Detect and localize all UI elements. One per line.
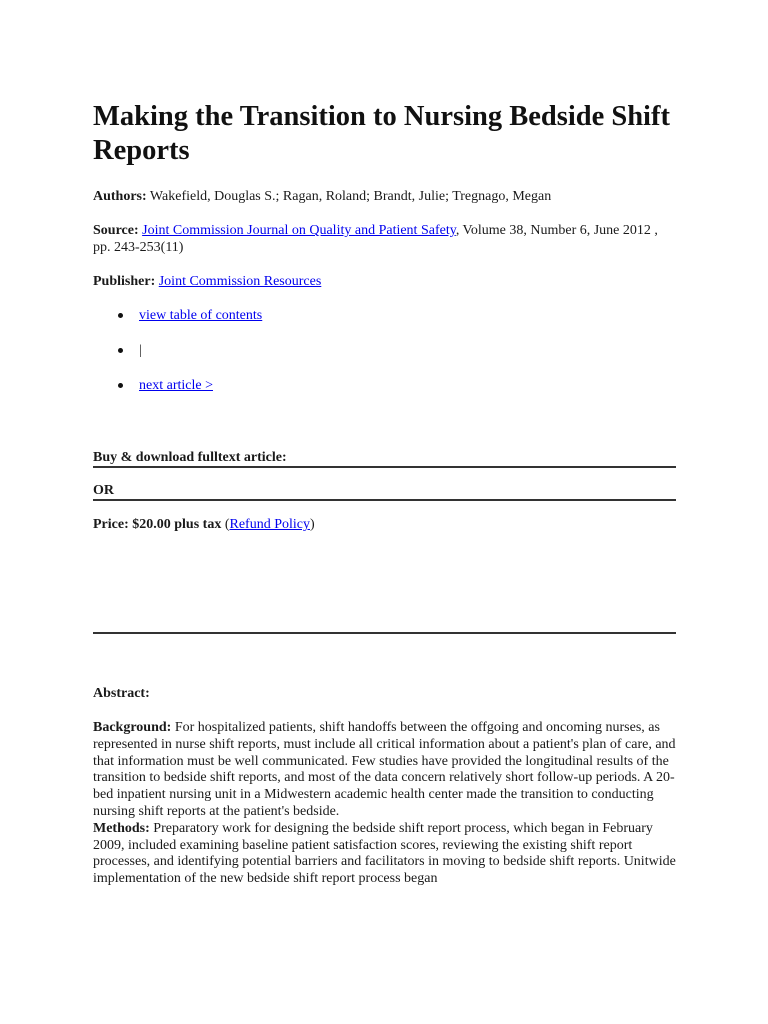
methods-label: Methods: (93, 820, 150, 836)
divider (93, 632, 676, 634)
methods-text: Preparatory work for designing the bedside shift report process, which began in February 2009, included examining baseline patient satisfaction scores, reviewing the existing shift report processes, and identifying potential barriers and facilitators in moving to bedside shift reports. Unitwide implementation of the new bedside shift report process began (93, 820, 676, 887)
price-line (93, 516, 315, 533)
authors-value: Wakefield, Douglas S.; Ragan, Roland; Brandt, Julie; Tregnago, Megan (149, 189, 552, 204)
bullet-icon (118, 383, 123, 388)
source-details: , Volume 38, Number 6, June 2012 , pp. 243-253(11) (93, 223, 658, 255)
list-item (93, 342, 262, 359)
article-nav-list (93, 307, 262, 394)
or-separator: OR (93, 482, 676, 501)
source-line (93, 222, 676, 256)
price-label: Price: $20.00 plus tax (93, 517, 222, 532)
list-item (93, 307, 262, 324)
abstract-methods (93, 821, 676, 888)
abstract-heading: Abstract: (93, 686, 150, 701)
buy-download-heading: Buy & download fulltext article: (93, 449, 676, 468)
publisher-line (93, 273, 321, 290)
journal-link[interactable]: Joint Commission Journal on Quality and Patient Safety (142, 223, 456, 238)
refund-policy-link[interactable]: Refund Policy (229, 517, 310, 532)
article-content (93, 100, 676, 887)
open-paren: ( (224, 517, 230, 532)
abstract-body (93, 720, 676, 888)
authors-label: Authors: (93, 189, 147, 204)
background-text: For hospitalized patients, shift handoffs between the offgoing and oncoming nurses, as represented in nurse shift reports, must include all critical information about a patient's plan of care, and that information must be well communicated. Few studies have provided the longitudinal results of the transition to bedside shift reports, and most of the data concern relatively short follow-up periods. A 20-bed inpatient nursing unit in a Midwestern academic health center made the transition to conducting nursing shift reports at the patient's bedside. (93, 720, 676, 819)
bullet-icon (118, 313, 123, 318)
view-toc-link[interactable]: view table of contents (139, 308, 263, 323)
next-article-link[interactable]: next article > (139, 378, 213, 393)
background-label: Background: (93, 720, 172, 735)
bullet-icon (118, 348, 123, 353)
publisher-link[interactable]: Joint Commission Resources (158, 274, 322, 289)
article-title: Making the Transition to Nursing Bedside Shift Reports (93, 101, 670, 166)
close-paren: ) (310, 517, 315, 532)
list-item (93, 377, 262, 394)
source-label: Source: (93, 223, 139, 238)
separator: | (139, 343, 142, 358)
abstract-background (93, 720, 676, 821)
publisher-label: Publisher: (93, 274, 156, 289)
authors-line (93, 188, 551, 205)
